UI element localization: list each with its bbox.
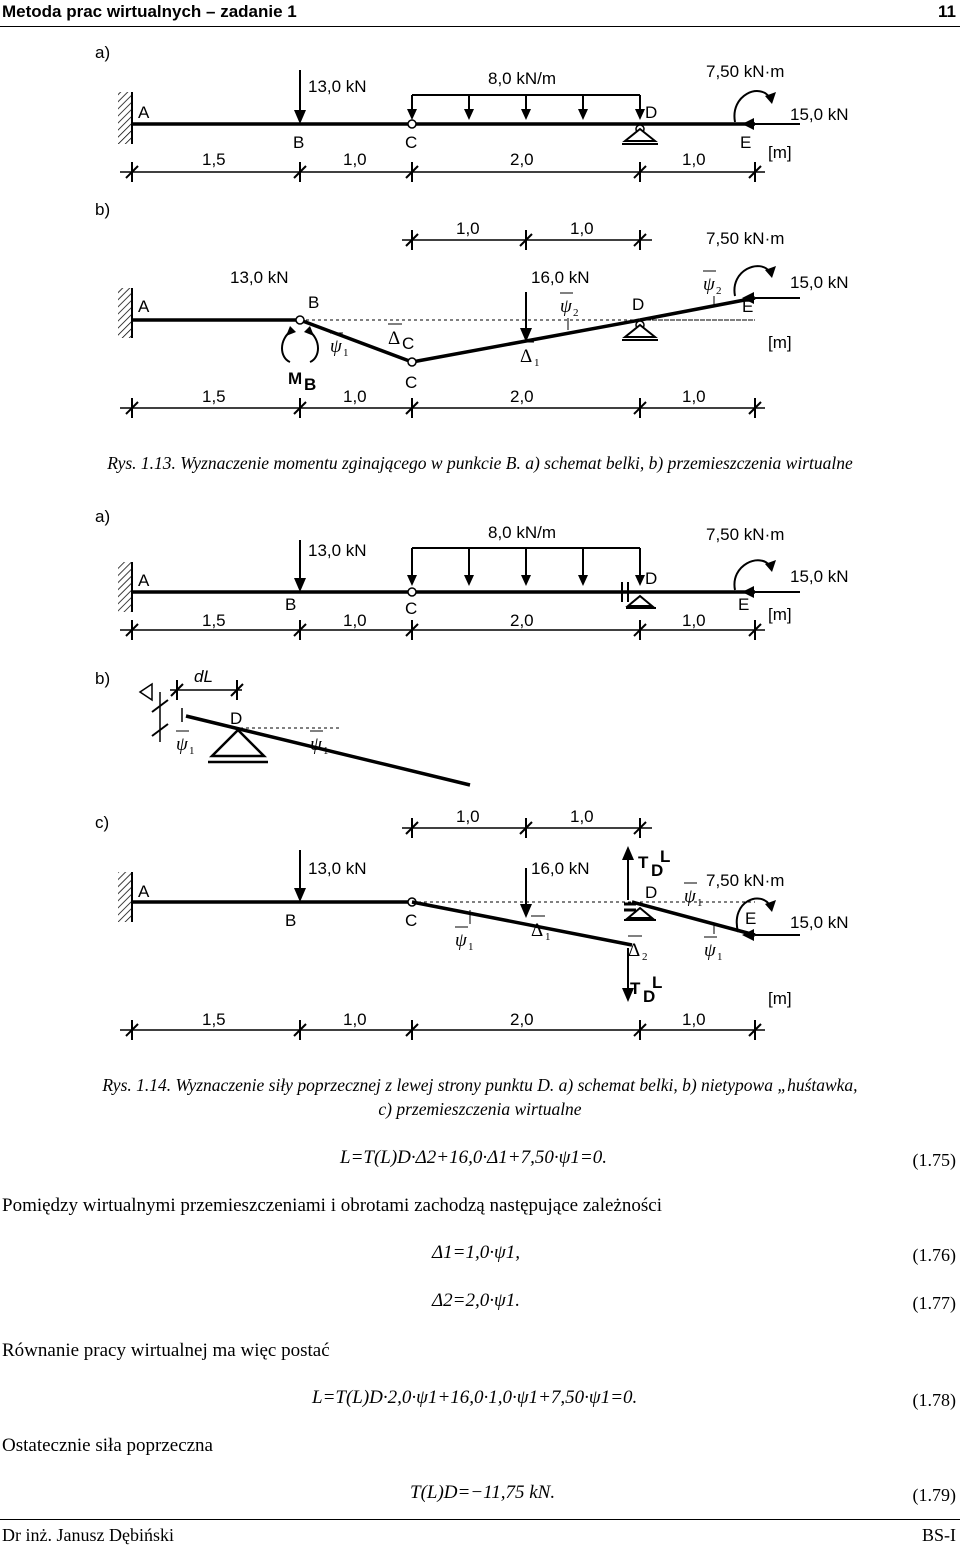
fig14a — [95, 507, 849, 640]
unit-label: [m] — [768, 143, 792, 162]
svg-text:1: 1 — [323, 745, 329, 757]
dim-1: 1,5 — [202, 150, 226, 169]
svg-text:D: D — [230, 709, 243, 728]
label-c-14: c) — [95, 813, 110, 832]
svg-text:1,0: 1,0 — [682, 611, 706, 630]
MB-label: M — [288, 369, 303, 388]
TDL-lower: T — [630, 979, 641, 998]
svg-text:B: B — [285, 595, 297, 614]
svg-text:1: 1 — [717, 951, 723, 963]
svg-text:C: C — [402, 334, 415, 353]
svg-text:2,0: 2,0 — [510, 387, 534, 406]
point-D-b: D — [632, 295, 645, 314]
svg-text:13,0 kN: 13,0 kN — [308, 859, 367, 878]
svg-text:1,0: 1,0 — [343, 1010, 367, 1029]
svg-text:2: 2 — [642, 951, 648, 963]
equation-1-79: T(L)D=−11,75 kN. — [410, 1482, 556, 1503]
svg-text:1: 1 — [697, 897, 703, 909]
fig13-caption: Rys. 1.13. Wyznaczenie momentu zginającego w punkcie B. a) schemat belki, b) przemieszczenia wirtualne — [107, 453, 853, 473]
svg-text:2: 2 — [716, 285, 722, 297]
fig14c — [95, 807, 849, 1040]
TDL-upper: T — [638, 853, 649, 872]
svg-text:1: 1 — [343, 347, 349, 359]
svg-text:1,5: 1,5 — [202, 1010, 226, 1029]
eq-num-1-76: (1.76) — [912, 1245, 956, 1265]
svg-text:E: E — [738, 595, 750, 614]
svg-text:L: L — [660, 847, 671, 866]
dim-3: 2,0 — [510, 150, 534, 169]
svg-text:7,50 kN·m: 7,50 kN·m — [706, 871, 785, 890]
svg-text:E: E — [745, 909, 757, 928]
svg-text:ψ: ψ — [704, 940, 716, 961]
svg-text:ψ: ψ — [455, 930, 467, 951]
svg-text:8,0 kN/m: 8,0 kN/m — [488, 523, 557, 542]
dl-label: dL — [194, 667, 213, 686]
footer-code: BS-I — [921, 1525, 956, 1545]
svg-text:1,0: 1,0 — [682, 1010, 706, 1029]
footer-author: Dr inż. Janusz Dębiński — [2, 1525, 174, 1545]
paragraph-2: Równanie pracy wirtualnej ma więc postać — [2, 1340, 330, 1361]
svg-text:1: 1 — [534, 357, 540, 369]
svg-text:1,0: 1,0 — [343, 611, 367, 630]
moment-E-label-b: 7,50 kN·m — [706, 229, 785, 248]
eq-num-1-78: (1.78) — [912, 1390, 956, 1410]
svg-text:A: A — [138, 882, 150, 901]
svg-text:15,0 kN: 15,0 kN — [790, 913, 849, 932]
svg-text:2,0: 2,0 — [510, 1010, 534, 1029]
svg-text:L: L — [652, 973, 663, 992]
paragraph-1: Pomiędzy wirtualnymi przemieszczeniami i obrotami zachodzą następujące zależności — [2, 1195, 662, 1216]
page-number: 11 — [938, 2, 956, 21]
load-q-label: 8,0 kN/m — [488, 69, 557, 88]
fig14b — [95, 667, 470, 785]
equation-1-77: Δ2=2,0·ψ1. — [432, 1290, 521, 1311]
delta1-b: Δ — [520, 346, 533, 367]
svg-text:15,0 kN: 15,0 kN — [790, 567, 849, 586]
svg-text:C: C — [405, 911, 418, 930]
svg-text:B: B — [285, 911, 297, 930]
svg-text:1: 1 — [545, 931, 551, 943]
point-E: E — [740, 133, 752, 152]
deltaC: Δ — [388, 328, 401, 349]
label-b: b) — [95, 200, 111, 219]
eq-num-1-77: (1.77) — [912, 1293, 956, 1313]
force-B-label: 13,0 kN — [308, 77, 367, 96]
label-a-14: a) — [95, 507, 111, 526]
svg-text:13,0 kN: 13,0 kN — [308, 541, 367, 560]
point-B-b: B — [308, 293, 320, 312]
equation-1-75: L=T(L)D·Δ2+16,0·Δ1+7,50·ψ1=0. — [340, 1147, 607, 1168]
label-a: a) — [95, 43, 111, 62]
force-E-label-b: 15,0 kN — [790, 273, 849, 292]
label-b-14: b) — [95, 669, 111, 688]
header-title: Metoda prac wirtualnych – zadanie 1 — [2, 2, 297, 21]
hinge-C — [408, 120, 416, 128]
point-B: B — [293, 133, 305, 152]
dim-2: 1,0 — [343, 150, 367, 169]
svg-text:7,50 kN·m: 7,50 kN·m — [706, 525, 785, 544]
force-B-label-b: 13,0 kN — [230, 268, 289, 287]
svg-text:ψ: ψ — [176, 734, 188, 755]
svg-text:2: 2 — [573, 307, 579, 319]
psi1-b: ψ — [330, 336, 342, 357]
svg-text:ψ: ψ — [684, 886, 696, 907]
dim-top-2: 1,0 — [570, 219, 594, 238]
svg-text:Δ: Δ — [628, 940, 641, 961]
force-mid-label: 16,0 kN — [531, 268, 590, 287]
page-footer — [0, 1519, 960, 1551]
equation-1-78: L=T(L)D·2,0·ψ1+16,0·1,0·ψ1+7,50·ψ1=0. — [312, 1387, 638, 1408]
svg-text:ψ: ψ — [560, 296, 572, 317]
point-D: D — [645, 103, 658, 122]
svg-text:2,0: 2,0 — [510, 611, 534, 630]
point-C: C — [405, 133, 418, 152]
svg-text:1,5: 1,5 — [202, 611, 226, 630]
svg-text:1,0: 1,0 — [343, 387, 367, 406]
svg-text:B: B — [304, 375, 317, 394]
svg-text:[m]: [m] — [768, 989, 792, 1008]
svg-text:ψ: ψ — [310, 734, 322, 755]
svg-text:A: A — [138, 571, 150, 590]
dim-4: 1,0 — [682, 150, 706, 169]
svg-text:1,0: 1,0 — [570, 807, 594, 826]
fig13b — [95, 200, 849, 418]
fig14-caption-2: c) przemieszczenia wirtualne — [378, 1099, 582, 1119]
eq-num-1-75: (1.75) — [912, 1150, 956, 1170]
paragraph-3: Ostatecznie siła poprzeczna — [2, 1435, 213, 1456]
svg-text:D: D — [645, 569, 658, 588]
svg-text:D: D — [645, 883, 658, 902]
svg-text:D: D — [643, 987, 656, 1006]
moment-E-label: 7,50 kN·m — [706, 62, 785, 81]
fig14-caption-1: Rys. 1.14. Wyznaczenie siły poprzecznej z lewej strony punktu D. a) schemat belki, b) nietypowa „huśtawka, — [102, 1075, 858, 1095]
svg-text:16,0 kN: 16,0 kN — [531, 859, 590, 878]
point-A: A — [138, 103, 150, 122]
svg-text:Δ: Δ — [531, 920, 544, 941]
svg-text:1,0: 1,0 — [456, 807, 480, 826]
fixed-support — [118, 92, 132, 144]
equation-1-76: Δ1=1,0·ψ1, — [432, 1242, 521, 1263]
point-E-b: E — [742, 297, 754, 316]
svg-text:C: C — [405, 599, 418, 618]
point-A-b: A — [138, 297, 150, 316]
svg-text:1: 1 — [468, 941, 474, 953]
svg-text:1,0: 1,0 — [682, 387, 706, 406]
unit-label-b: [m] — [768, 333, 792, 352]
force-E-label: 15,0 kN — [790, 105, 849, 124]
point-C-b: C — [405, 373, 418, 392]
dim-top-1: 1,0 — [456, 219, 480, 238]
fig13a — [95, 43, 849, 182]
svg-text:1: 1 — [189, 745, 195, 757]
svg-text:D: D — [651, 861, 664, 880]
svg-text:[m]: [m] — [768, 605, 792, 624]
svg-text:1,5: 1,5 — [202, 387, 226, 406]
svg-text:ψ: ψ — [703, 274, 715, 295]
eq-num-1-79: (1.79) — [912, 1485, 956, 1505]
